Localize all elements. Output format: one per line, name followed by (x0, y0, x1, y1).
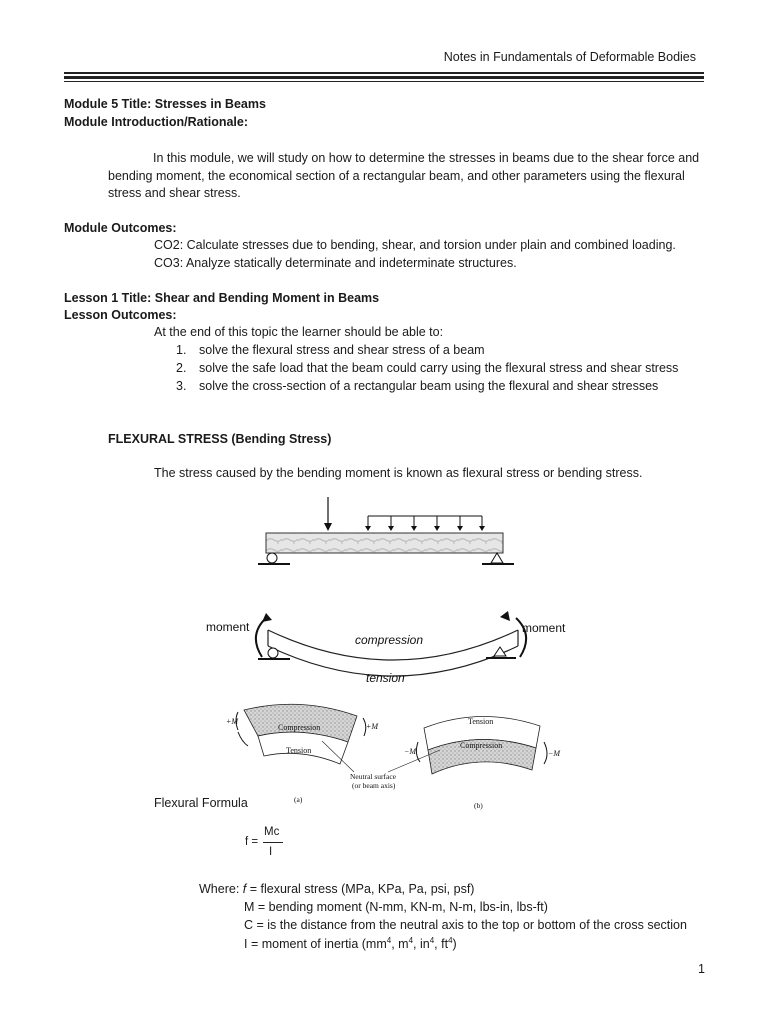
minus-m-label-left: −M (404, 747, 417, 756)
positive-moment-diagram (236, 704, 366, 764)
page-number: 1 (698, 962, 705, 976)
where-prefix: Where: (199, 882, 240, 896)
figure-label-b: (b) (474, 801, 483, 810)
definition-i: I = moment of inertia ($mm^4$, $m^4$, $in^4$, $ft^4$) (244, 936, 457, 952)
header-rule-thick (64, 76, 704, 79)
list-item-number: 1. (176, 343, 187, 357)
loaded-beam-diagram (250, 495, 520, 570)
moment-label-left: moment (206, 620, 250, 634)
list-item: solve the safe load that the beam could carry using the flexural stress and shear stress (199, 361, 679, 375)
neutral-surface-label: Neutral surface (350, 772, 397, 781)
list-item: solve the cross-section of a rectangular beam using the flexural and shear stresses (199, 379, 659, 393)
module-outcome-co2: CO2: Calculate stresses due to bending, shear, and torsion under plain and combined loading. (154, 238, 676, 252)
distributed-load-arrows-icon (368, 516, 482, 529)
module-outcomes-heading: Module Outcomes: (64, 221, 177, 235)
b-tension-label: Tension (468, 717, 494, 726)
formula-fraction-bar (263, 842, 283, 843)
beam-bending-textbook-figure (218, 698, 570, 816)
where-f-definition: = flexural stress (MPa, KPa, Pa, psi, psf) (246, 882, 475, 896)
figure-label-a: (a) (294, 795, 303, 804)
where-f-symbol: f (242, 882, 247, 896)
list-item-number: 2. (176, 361, 187, 375)
bent-beam-diagram (200, 605, 580, 695)
definition-c: C = is the distance from the neutral axis to the top or bottom of the cross section (244, 918, 687, 932)
where-clause (199, 882, 474, 896)
list-item: solve the flexural stress and shear stress of a beam (199, 343, 485, 357)
definition-m: M = bending moment (N-mm, KN-m, N-m, lbs-in, lbs-ft) (244, 900, 548, 914)
pin-support-icon (482, 553, 514, 564)
module-intro-text: In this module, we will study on how to determine the stresses in beams due to the shear force and bending moment, the economical section of a rectangular beam, and other parameters using the flexural stress and shear stress. (108, 151, 700, 200)
flexural-formula-label: Flexural Formula (154, 796, 248, 810)
formula-lhs: f = (245, 836, 259, 848)
tension-label: tension (366, 671, 405, 685)
a-tension-label: Tension (286, 746, 312, 755)
plus-m-label-left: +M (226, 717, 239, 726)
list-item-number: 3. (176, 379, 187, 393)
a-compression-label: Compression (278, 723, 321, 732)
beam-axis-label: (or beam axis) (352, 781, 396, 790)
roller-support-icon (258, 553, 290, 564)
header-rule-bottom (64, 81, 704, 82)
module-title: Module 5 Title: Stresses in Beams (64, 97, 266, 111)
header-rule-top (64, 72, 704, 74)
moment-label-right: moment (522, 621, 566, 635)
minus-m-label-right: −M (548, 749, 561, 758)
section-description: The stress caused by the bending moment is known as flexural stress or bending stress. (154, 466, 643, 480)
module-intro-heading: Module Introduction/Rationale: (64, 115, 249, 129)
module-outcome-co3: CO3: Analyze statically determinate and indeterminate structures. (154, 256, 517, 270)
lesson-outcomes-intro: At the end of this topic the learner should be able to: (154, 325, 444, 339)
section-heading: FLEXURAL STRESS (Bending Stress) (108, 432, 332, 446)
b-compression-label: Compression (460, 741, 503, 750)
formula-denominator: I (269, 846, 273, 858)
beam-body (266, 533, 503, 553)
lesson-outcomes-heading: Lesson Outcomes: (64, 308, 177, 322)
formula-numerator: Mc (264, 826, 280, 838)
lesson-title: Lesson 1 Title: Shear and Bending Moment in Beams (64, 291, 380, 305)
document-header-title: Notes in Fundamentals of Deformable Bodies (443, 50, 696, 64)
plus-m-label-right: +M (366, 722, 379, 731)
point-load-arrow-icon (324, 497, 332, 531)
compression-label: compression (355, 633, 424, 647)
